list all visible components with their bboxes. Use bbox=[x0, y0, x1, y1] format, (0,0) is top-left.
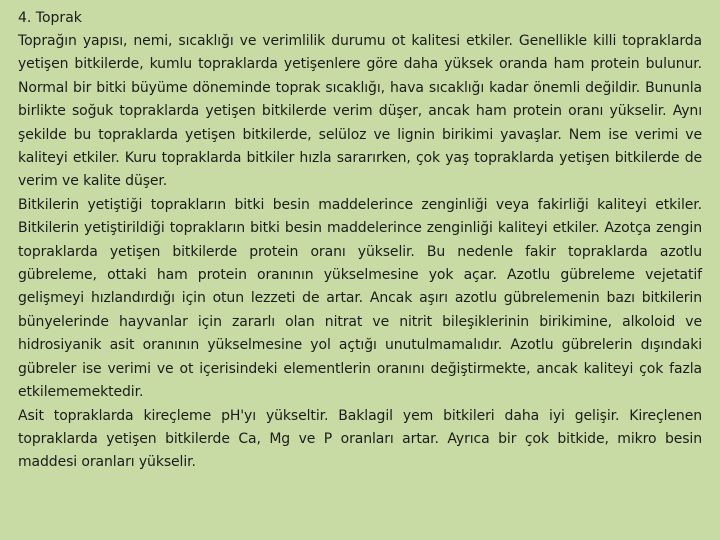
paragraph-soil-nutrients: Bitkilerin yetiştiği toprakların bitki besin maddelerince zenginliği veya fakirliği kaliteyi etkiler. Bitkilerin yetiştirildiği toprakların bitki besin maddelerince zenginliği kaliteyi etkiler. Azotça zengin topraklarda yetişen bitkilerde protein oranı yükselir. Bu nedenle fakir topraklarda azotlu gübreleme, ottaki ham protein oranının yükselmesine yok açar. Azotlu gübreleme vejetatif gelişmeyi hızlandırdığı için otun lezzeti de artar. Ancak aşırı azotlu gübrelemenin bazı bitkilerin bünyelerinde hayvanlar için zararlı olan nitrat ve nitrit bileşiklerinin birikimine, alkoloid ve hidrosiyanik asit oranının yükselmesine yol açtığı unutulmamalıdır. Azotlu gübrelerin dışındaki gübreler ise verimi ve ot içerisindeki elementlerin oranını değiştirmekte, ancak kaliteyi çok fazla etkilememektedir. bbox=[18, 196, 702, 401]
paragraph-acid-soils: Asit topraklarda kireçleme pH'yı yükseltir. Baklagil yem bitkileri daha iyi gelişir. Kireçlenen topraklarda yetişen bitkilerde Ca, Mg ve P oranları artar. Ayrıca bir çok bitkide, mikro besin maddesi oranları yükselir. bbox=[18, 407, 702, 471]
paragraph-soil-structure: Toprağın yapısı, nemi, sıcaklığı ve verimlilik durumu ot kalitesi etkiler. Genellikle killi topraklarda yetişen bitkilerde, kumlu topraklarda yetişenlere göre daha yüksek oranda ham protein bulunur. Normal bir bitki büyüme döneminde toprak sıcaklığı, hava sıcaklığı kadar önemli değildir. Bununla birlikte soğuk topraklarda yetişen bitkilerde verim düşer, ancak ham protein oranı yükselir. Aynı şekilde bu topraklarda yetişen bitkilerde, selüloz ve lignin birikimi yavaşlar. Nem ise verimi ve kaliteyi etkiler. Kuru topraklarda bitkiler hızla sararırken, çok yaş topraklarda yetişen bitkilerde de verim ve kalite düşer. bbox=[18, 33, 702, 190]
section-heading: 4. Toprak bbox=[18, 10, 82, 26]
